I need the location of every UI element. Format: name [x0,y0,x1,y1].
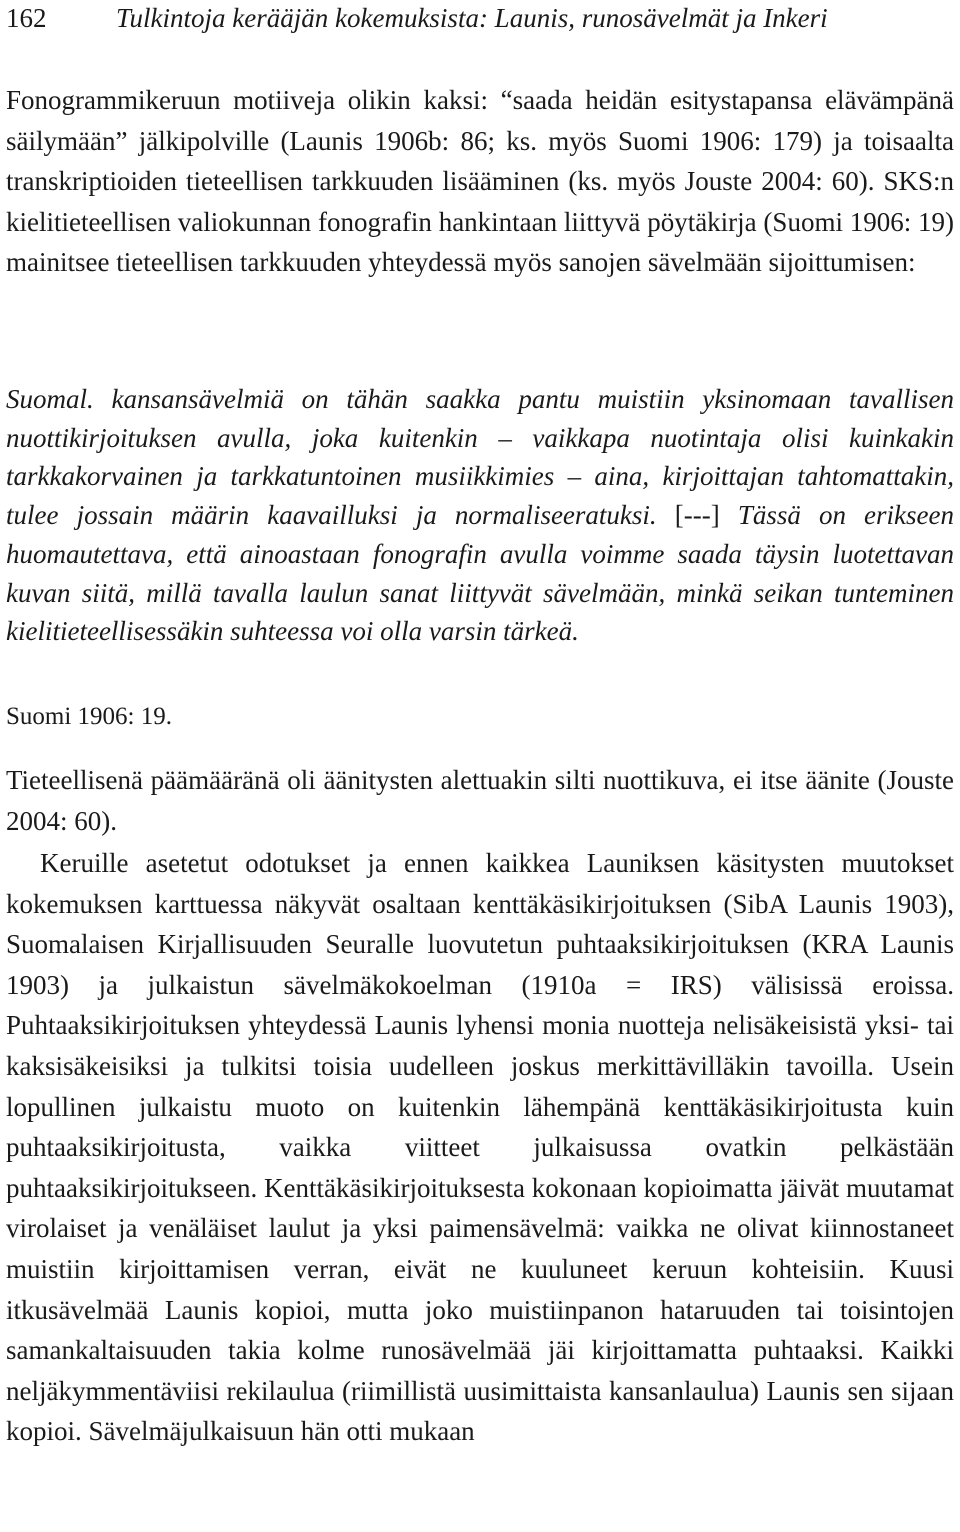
running-head: Tulkintoja kerääjän kokemuksista: Launis, runosävelmät ja Inkeri [116,3,828,33]
page-header [0,0,960,40]
block-quote [6,380,954,651]
body-paragraph-2: Tieteellisenä päämääränä oli äänitysten alettuakin silti nuottikuva, ei itse äänite (Jouste 2004: 60). [6,765,954,836]
quote-text-part-2: Tässä on erikseen huomautettava, että ainoastaan fonografin avulla voimme saada täysin luotettavan kuvan siitä, millä tavalla laulun sanat liittyvät sävelmään, minkä seikan tunteminen kielitieteellisessäkin suhteessa voi olla varsin tärkeä. [6,500,954,647]
quote-text-part-1: Suomal. kansansävelmiä on tähän saakka pantu muistiin yksinomaan tavallisen nuottikirjoituksen avulla, joka kuitenkin – vaikkapa nuotintaja olisi kuinkakin tarkkakorvainen ja tarkkatuntoinen musiikkimies – aina, kirjoittajan tahtomattakin, tulee jossain määrin kaavailluksi ja normaliseeratuksi. [6,384,954,531]
quote-ellipsis: [---] [674,500,720,531]
page-number: 162 [6,3,47,33]
body-paragraph-1: Fonogrammikeruun motiiveja olikin kaksi: “saada heidän esitystapansa elävämpänä säilymään” jälkipolville (Launis 1906b: 86; ks. myös Suomi 1906: 179) ja toisaalta transkriptioiden tieteellisen tarkkuuden lisääminen (ks. myös Jouste 2004: 60). SKS:n kielitieteellisen valiokunnan fonografin hankintaan liittyvä pöytäkirja (Suomi 1906: 19) mainitsee tieteellisen tarkkuuden yhteydessä myös sanojen sävelmään sijoittumisen: [6,85,954,278]
quote-source: Suomi 1906: 19. [6,703,172,730]
body-paragraph-3: Keruille asetetut odotukset ja ennen kaikkea Launiksen käsitysten muutokset kokemuksen karttuessa näkyvät osaltaan kenttäkäsikirjoituksen (SibA Launis 1903), Suomalaisen Kirjallisuuden Seuralle luovutetun puhtaaksikirjoituksen (KRA Launis 1903) ja julkaistun sävelmäkokoelman (1910a = IRS) välisissä eroissa. Puhtaaksikirjoituksen yhteydessä Launis lyhensi monia nuotteja nelisäkeisistä yksi- tai kaksisäkeisiksi ja tulkitsi toisia uudelleen joskus merkittävilläkin tavoilla. Usein lopullinen julkaistu muoto on kuitenkin lähempänä kenttäkäsikirjoitusta kuin puhtaaksikirjoitusta, vaikka viitteet julkaisussa ovatkin pelkästään puhtaaksikirjoitukseen. Kenttäkäsikirjoituksesta kokonaan kopioimatta jäivät muutamat virolaiset ja venäläiset laulut ja yksi paimensävelmä: vaikka ne olivat kiinnostaneet muistiin kirjoittamisen verran, eivät ne kuuluneet keruun kohteisiin. Kuusi itkusävelmää Launis kopioi, mutta joko muistiinpanon hataruuden tai toisintojen samankaltaisuuden takia kolme runosävelmää jäi kirjoittamatta puhtaaksi. Kaikki neljäkymmentäviisi rekilaulua (riimillistä uusimittaista kansanlaulua) Launis sen sijaan kopioi. Sävelmäjulkaisuun hän otti mukaan [6,848,954,1447]
